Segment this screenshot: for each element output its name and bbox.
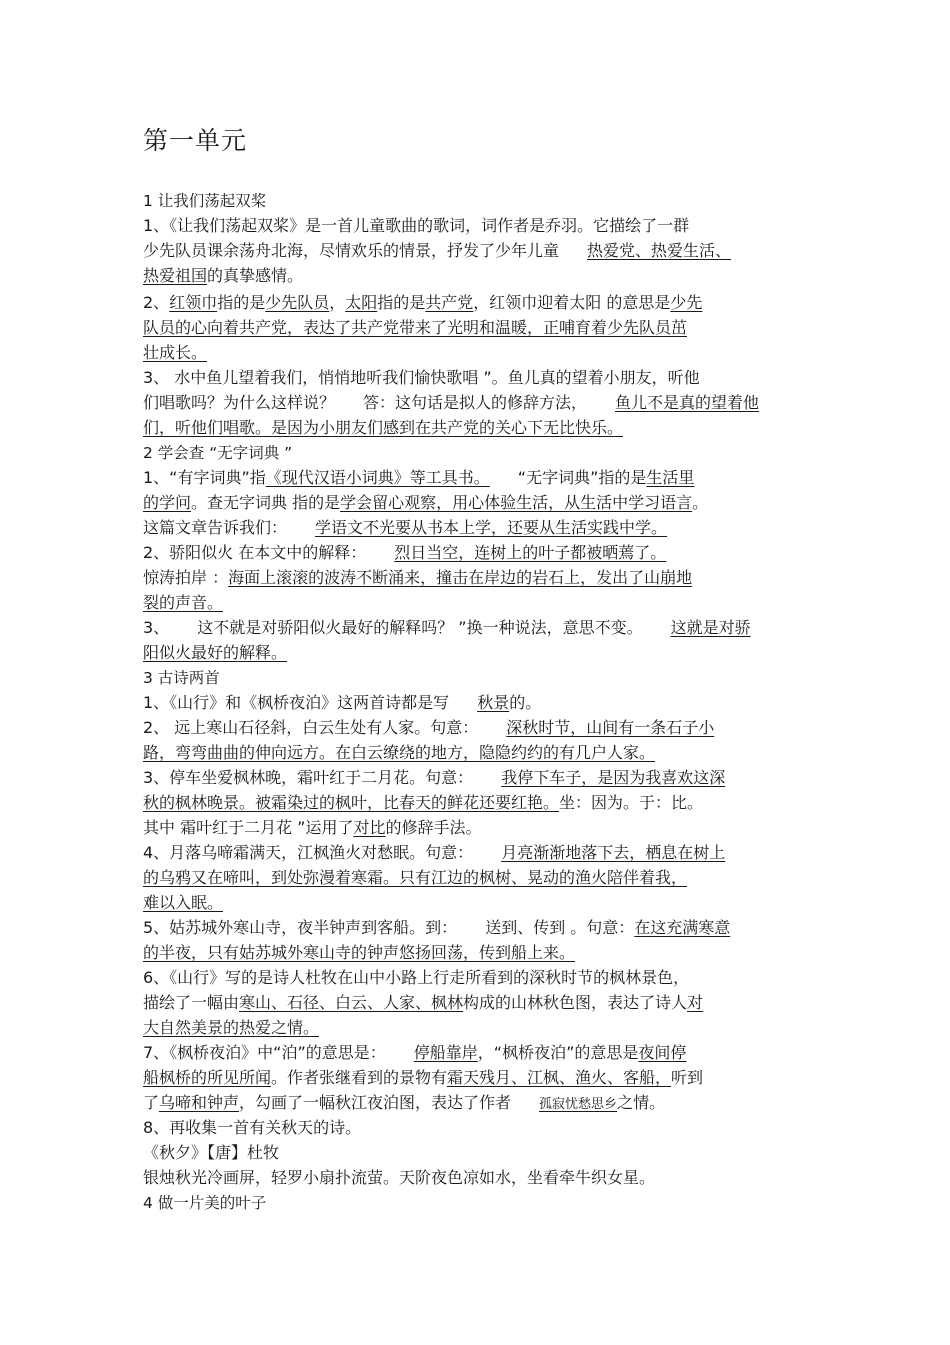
answer-text: 霜天残月、江枫、渔火、客船，: [447, 1068, 672, 1087]
answer-text: 这就是对骄: [670, 618, 751, 637]
text-line: [143, 240, 813, 262]
line-text: 少先队员课余荡舟北海，尽情欢乐的情景，抒发了少年儿童: [143, 241, 560, 260]
answer-text: 月亮渐渐地落下去，栖息在树上: [501, 843, 726, 862]
answer-text: 的学问: [143, 493, 192, 512]
answer-text: 船枫桥的所见所闻: [143, 1068, 272, 1087]
line-text: 1、《让我们荡起双桨》是一首儿童歌曲的歌词，词作者是乔羽。它描绘了一群: [143, 216, 690, 235]
section-heading: [143, 442, 813, 464]
line-text: 这不就是对骄阳似火最好的解释吗？ ”换一种说法，意思不变。: [197, 618, 643, 637]
line-text: 指的是: [377, 293, 426, 312]
line-text: 2、骄阳似火 在本文中的解释：: [143, 543, 367, 562]
answer-text: 阳似火最好的解释。: [143, 643, 288, 662]
line-text: 2、 远上寒山石径斜，白云生处有人家。句意：: [143, 718, 479, 737]
answer-text: 生活里: [646, 468, 695, 487]
answer-text: 孤寂忧愁思乡: [539, 1097, 618, 1112]
text-line: [143, 317, 813, 339]
line-text: 的修辞手法。: [385, 818, 482, 837]
line-text: 2 学会查 “无字词典 ”: [143, 444, 293, 462]
answer-text: 壮成长。: [143, 343, 208, 362]
line-text: 的真挚感情。: [207, 266, 304, 285]
text-line: [143, 692, 813, 714]
text-line: [143, 842, 813, 864]
text-line: [143, 717, 813, 739]
section-heading: [143, 667, 813, 689]
line-text: 描绘了一幅由: [143, 993, 240, 1012]
line-text: 1、“有字词典”指: [143, 468, 266, 487]
text-line: [143, 1117, 813, 1139]
line-text: ，勾画了一幅秋江夜泊图，表达了作者: [239, 1093, 512, 1112]
answer-text: 海面上滚滚的波涛不断涌来，撞击在岸边的岩石上，发出了山崩地: [228, 568, 693, 587]
text-line: [143, 342, 813, 364]
answer-text: 鱼儿不是真的望着他: [615, 393, 760, 412]
answer-text: 们，听他们唱歌。是因为小朋友们感到在共产党的关心下无比快乐。: [143, 418, 624, 437]
line-text: 了: [143, 1093, 160, 1112]
line-text: 3、停车坐爱枫林晚，霜叶红于二月花。句意：: [143, 768, 474, 787]
text-line: [143, 542, 813, 564]
answer-text: 裂的声音。: [143, 593, 224, 612]
answer-text: 深秋时节，山间有一条石子小: [506, 718, 715, 737]
line-text: ，“枫桥夜泊”的意思是: [477, 1043, 639, 1062]
answer-text: 对: [687, 993, 704, 1012]
answer-text: 停船靠岸: [413, 1043, 478, 1062]
line-text: 《秋夕》【唐】杜牧: [143, 1143, 280, 1162]
answer-text: 秋的枫林晚景。被霜染过的枫叶，比春天的鲜花还要红艳。: [143, 793, 560, 812]
answer-text: 对比: [353, 818, 386, 837]
answer-text: 学会留心观察，用心体验生活，从生活中学习语言: [340, 493, 693, 512]
answer-text: 烈日当空，连树上的叶子都被晒蔫了。: [394, 543, 667, 562]
line-text: 坐：因为。于：比。: [559, 793, 704, 812]
answer-text: 共产党: [425, 293, 474, 312]
line-text: 之情。: [617, 1093, 666, 1112]
text-line: [143, 367, 813, 389]
line-text: 答：这句话是拟人的修辞方法，: [363, 393, 588, 412]
text-line: [143, 292, 813, 314]
answer-text: 寒山、石径、白云、人家、枫林: [239, 993, 464, 1012]
answer-text: 大自然美景的热爱之情。: [143, 1018, 320, 1037]
text-line: [143, 742, 813, 764]
line-text: 这篇文章告诉我们：: [143, 518, 288, 537]
answer-text: 红领巾: [169, 293, 218, 312]
answer-text: 《现代汉语小词典》等工具书。: [265, 468, 490, 487]
text-line: [143, 467, 813, 489]
text-line: [143, 215, 813, 237]
text-line: [143, 892, 813, 914]
line-text: 银烛秋光冷画屏，轻罗小扇扑流萤。天阶夜色凉如水，坐看牵牛织女星。: [143, 1168, 656, 1187]
answer-text: 的半夜，只有姑苏城外寒山寺的钟声悠扬回荡，传到船上来。: [143, 943, 576, 962]
text-line: [143, 492, 813, 514]
text-line: [143, 1042, 813, 1064]
text-line: [143, 1142, 813, 1164]
line-text: 3 古诗两首: [143, 669, 220, 687]
line-text: 。查无字词典 指的是: [191, 493, 341, 512]
text-line: [143, 392, 813, 414]
line-text: 4、月落乌啼霜满天，江枫渔火对愁眠。句意：: [143, 843, 474, 862]
line-text: 惊涛拍岸 ：: [143, 568, 229, 587]
line-text: 送到、传到 。句意：: [485, 918, 635, 937]
answer-text: 学语文不光要从书本上学，还要从生活实践中学。: [315, 518, 668, 537]
line-text: 。: [692, 493, 709, 512]
answer-text: 夜间停: [638, 1043, 687, 1062]
answer-text: 我停下车子，是因为我喜欢这深: [501, 768, 726, 787]
line-text: 1、《山行》和《枫桥夜泊》这两首诗都是写: [143, 693, 450, 712]
answer-text: 热爱祖国: [143, 266, 208, 285]
answer-text: 少先: [670, 293, 703, 312]
text-line: [143, 967, 813, 989]
answer-text: 在这充满寒意: [634, 918, 731, 937]
line-text: 构成的山林秋色图，表达了诗人: [463, 993, 688, 1012]
answer-text: 热爱党、热爱生活、: [587, 241, 732, 260]
text-line: [143, 592, 813, 614]
line-text: 5、姑苏城外寒山寺，夜半钟声到客船。到：: [143, 918, 458, 937]
line-text: ，红领巾迎着太阳 的意思是: [473, 293, 671, 312]
line-text: 。作者张继看到的景物有: [271, 1068, 448, 1087]
line-text: 2、: [143, 293, 170, 312]
text-line: [143, 1067, 813, 1089]
line-text: 7、《枫桥夜泊》中“泊”的意思是：: [143, 1043, 386, 1062]
text-line: [143, 517, 813, 539]
answer-text: 的乌鸦又在啼叫，到处弥漫着寒霜。只有江边的枫树、晃动的渔火陪伴着我，: [143, 868, 688, 887]
line-text: 其中 霜叶红于二月花 ”运用了: [143, 818, 354, 837]
line-text: 听到: [671, 1068, 704, 1087]
text-line: [143, 992, 813, 1014]
line-text: 6、《山行》写的是诗人杜牧在山中小路上行走所看到的深秋时节的枫林景色，: [143, 968, 690, 987]
line-text: 指的是: [217, 293, 266, 312]
line-text: ，: [329, 293, 346, 312]
line-text: 8、再收集一首有关秋天的诗。: [143, 1118, 362, 1137]
answer-text: 太阳: [345, 293, 378, 312]
text-line: [143, 617, 813, 639]
answer-text: 秋景: [477, 693, 510, 712]
text-line: [143, 767, 813, 789]
answer-text: 难以入眠。: [143, 893, 224, 912]
text-line: [143, 792, 813, 814]
line-text: 4 做一片美的叶子: [143, 1194, 267, 1212]
text-line: [143, 917, 813, 939]
text-line: [143, 867, 813, 889]
text-line: [143, 942, 813, 964]
text-line: [143, 417, 813, 439]
text-line: [143, 1092, 813, 1116]
line-text: 3、 水中鱼儿望着我们，悄悄地听我们愉快歌唱 ”。鱼儿真的望着小朋友，听他: [143, 368, 700, 387]
text-line: [143, 1017, 813, 1039]
page-title: 第一单元: [143, 126, 248, 155]
section-heading: [143, 190, 813, 212]
text-line: [143, 817, 813, 839]
answer-text: 少先队员: [265, 293, 330, 312]
section-heading: [143, 1192, 813, 1214]
text-line: [143, 567, 813, 589]
text-line: [143, 265, 813, 287]
answer-text: 乌啼和钟声: [159, 1093, 240, 1112]
line-text: 3、: [143, 618, 170, 637]
line-text: 的。: [509, 693, 542, 712]
answer-text: 队员的心向着共产党，表达了共产党带来了光明和温暖，正哺育着少先队员茁: [143, 318, 688, 337]
line-text: 们唱歌吗？为什么这样说？: [143, 393, 336, 412]
line-text: 1 让我们荡起双桨: [143, 192, 267, 210]
text-line: [143, 1167, 813, 1189]
answer-text: 路，弯弯曲曲的伸向远方。在白云缭绕的地方，隐隐约约的有几户人家。: [143, 743, 656, 762]
line-text: “无字词典”指的是: [517, 468, 647, 487]
text-line: [143, 642, 813, 664]
